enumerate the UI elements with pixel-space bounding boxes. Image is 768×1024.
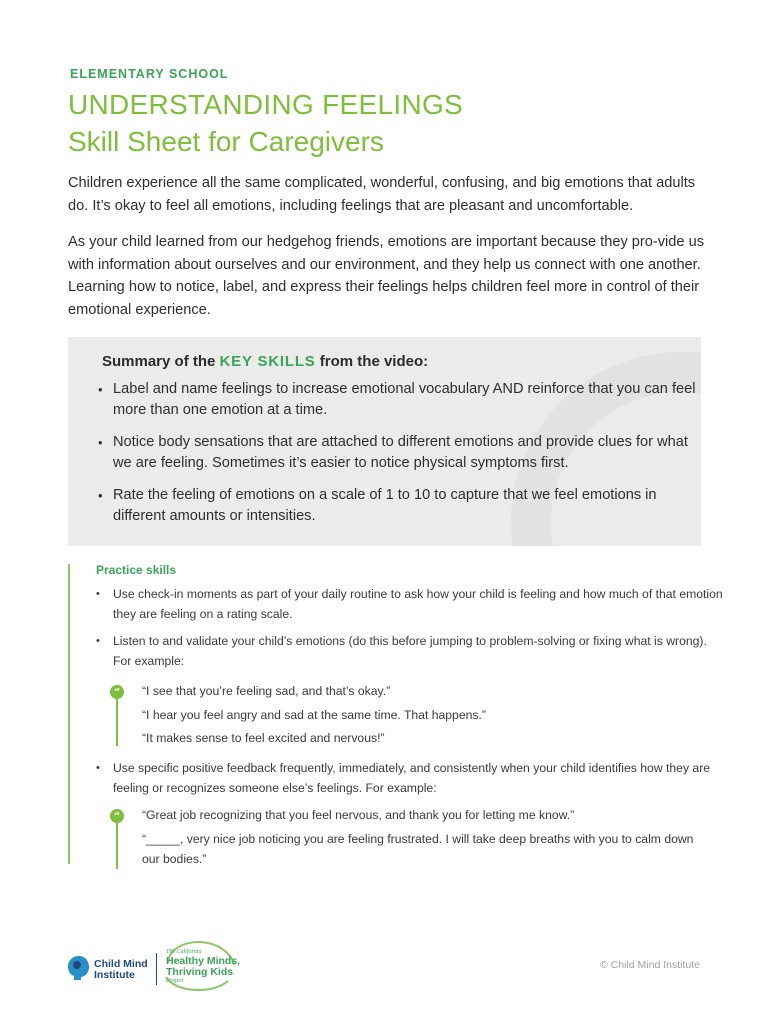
hm-logo-project-text: Project [166,978,184,984]
bullet-icon: • [98,488,103,503]
key-skill-item [98,432,701,474]
cmi-logo-line: Institute [94,969,135,981]
example-quote: “_____, very nice job noticing you are feeling frustrated. I will take deep breaths with you to calm down our bodies.” [142,832,694,866]
key-skill-item [98,379,701,421]
key-skills-heading-suffix: from the video: [319,353,429,370]
hm-logo-small-text: The California [166,949,202,955]
cmi-logo-icon [67,955,91,981]
key-skills-box [68,337,701,546]
key-skill-text: Label and name feelings to increase emotional vocabulary AND reinforce that you can feel more than one emotion at a time. [113,381,696,418]
bullet-icon: • [96,635,100,647]
copyright-notice: © Child Mind Institute [600,959,700,971]
hm-logo-line: Healthy Minds, [166,955,241,967]
cmi-logo-text [94,959,148,981]
example-quote: “I hear you feel angry and sad at the same time. That happens.” [142,708,486,722]
practice-item-text: Use specific positive feedback frequently, immediately, and consistently when your child identifies how they are feeling or recognizes someone else’s feelings. For example: [113,761,711,795]
hm-logo-line: Thriving Kids [166,966,234,978]
key-skill-text: Rate the feeling of emotions on a scale of 1 to 10 to capture that we feel emotions in different amounts or intensities. [113,487,657,524]
page-title: UNDERSTANDING FEELINGS [68,89,464,120]
intro-paragraph-1: Children experience all the same complicated, wonderful, confusing, and big emotions that adults do. It’s okay to feel all emotions, including feelings that are pleasant and uncomfortable. [68,175,696,214]
bullet-icon: • [98,435,103,450]
key-skill-item [98,485,701,527]
practice-item [96,759,723,798]
example-quote: “Great job recognizing that you feel nervous, and thank you for letting me know.” [142,808,575,822]
key-skills-heading-accent: KEY SKILLS [219,353,316,370]
practice-item-text: Use check-in moments as part of your daily routine to ask how your child is feeling and how much of that emotion they are feeling on a rating scale. [113,587,723,621]
example-quote: “It makes sense to feel excited and nervous!” [142,731,385,745]
practice-item [96,632,723,671]
practice-item [96,585,723,624]
quote-icon: “ [110,809,124,823]
intro-paragraph-2: As your child learned from our hedgehog friends, emotions are important because they pro-vide us with information about ourselves and our environment, and they help us connect with one another. Learning how to notice, label, and express their feelings helps children feel more in control of their emotional experience. [68,234,704,318]
practice-item-text: Listen to and validate your child’s emotions (do this before jumping to problem-solving or fixing what is wrong). For example: [113,634,707,668]
cmi-logo-line: Child Mind [94,958,148,970]
practice-accent-bar [68,564,70,864]
quote-icon: “ [110,685,124,699]
quote-line [116,823,118,869]
practice-heading: Practice skills [96,563,177,577]
key-skills-heading [102,353,428,370]
quote-line [116,699,118,746]
bullet-icon: • [96,762,100,774]
bullet-icon: • [96,588,100,600]
key-skill-text: Notice body sensations that are attached to different emotions and provide clues for what we are feeling. Sometimes it’s easier to notice physical symptoms first. [113,434,688,471]
eyebrow-label: ELEMENTARY SCHOOL [70,67,229,81]
hm-logo-text [166,956,240,978]
key-skills-heading-prefix: Summary of the [102,353,216,370]
page-subtitle: Skill Sheet for Caregivers [68,126,384,157]
logo-separator [156,953,157,985]
bullet-icon: • [98,382,103,397]
example-quote: “I see that you’re feeling sad, and that’s okay.” [142,684,391,698]
